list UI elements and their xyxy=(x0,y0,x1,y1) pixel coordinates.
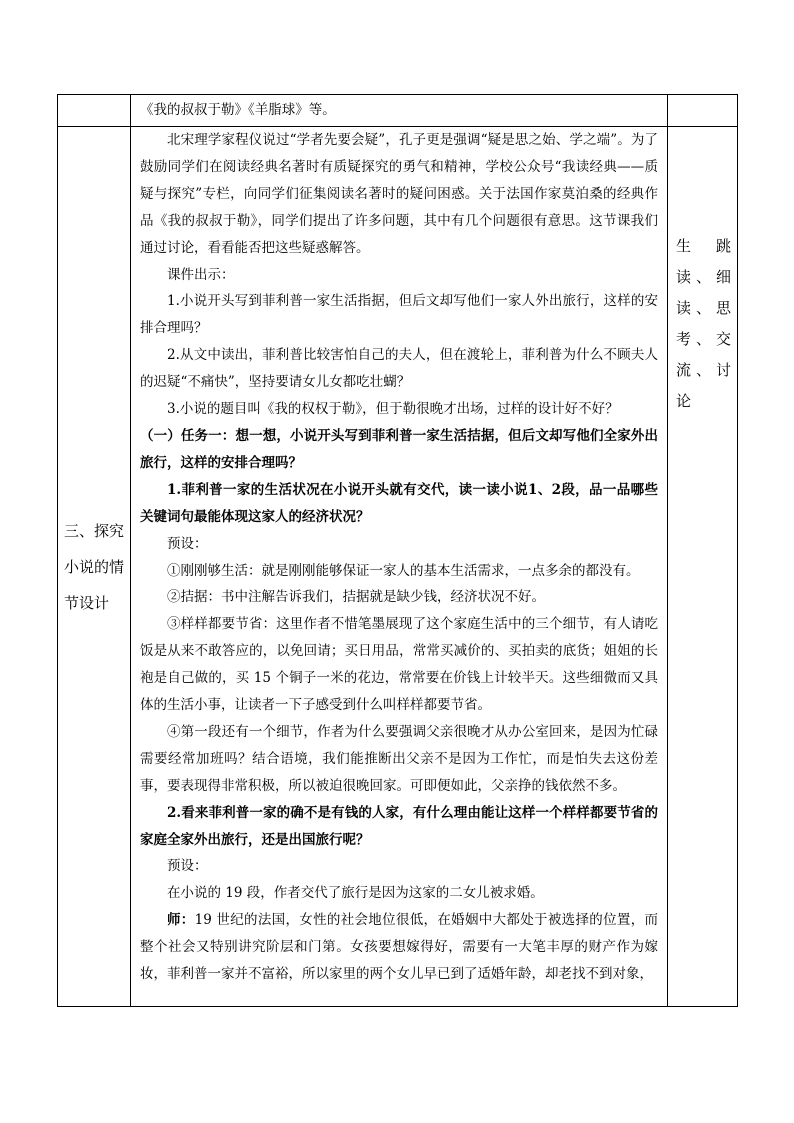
content-paragraph: 师：19 世纪的法国，女性的社会地位很低，在婚姻中大都处于被选择的位置，而整个社会又特别讲究阶层和门第。女孩要想嫁得好，需要有一大笔丰厚的财产作为嫁妆，菲利普一家并不富裕，所以家里的两个女儿早已到了适婚年龄，却老找不到对象， xyxy=(140,912,659,983)
content-paragraph: ①刚刚够生活：就是刚刚能够保证一家人的基本生活需求，一点多余的都没有。 xyxy=(167,562,640,579)
section-cell-empty xyxy=(58,95,131,127)
activity-cell-empty xyxy=(668,95,738,127)
content-paragraph: 1.小说开头写到菲利普一家生活指据，但后文却写他们一家人外出旅行，这样的安排合理吗？ xyxy=(140,293,658,337)
content-paragraph: ②拮据：书中注解告诉我们，拮据就是缺少钱，经济状况不好。 xyxy=(167,589,545,606)
content-paragraph: （一）任务一：想一想，小说开头写到菲利普一家生活拮据，但后文却写他们全家外出旅行，这样的安排合理吗？ xyxy=(140,427,658,471)
content-paragraph: 在小说的 19 段，作者交代了旅行是因为这家的二女儿被求婚。 xyxy=(167,885,544,902)
section-cell xyxy=(58,127,131,1007)
content-paragraph: 北宋理学家程仪说过“学者先要会疑”，孔子更是强调“疑是思之始、学之端”。为了鼓励同学们在阅读经典名著时有质疑探究的勇气和精神，学校公众号“我读经典——质疑与探究”专栏，向同学们征集阅读名著时的疑问困惑。关于法国作家莫泊桑的经典作品《我的叔叔于勒》，同学们提出了许多问题，其中有几个问题很有意思。这节课我们通过讨论，看看能否把这些疑惑解答。 xyxy=(140,132,658,256)
content-paragraph: 2.从文中读出，菲利普比较害怕自己的夫人，但在渡轮上，菲利普为什么不顾夫人的迟疑“不痛快”，坚持要请女儿女都吃壮蝴？ xyxy=(140,347,658,391)
table-row xyxy=(58,95,738,127)
student-activity: 生 跳读、细读、思考、交流、讨论 xyxy=(676,237,731,410)
continued-text: 《我的叔叔于勒》《羊脂球》等。 xyxy=(140,102,336,118)
content-paragraph: ④第一段还有一个细节，作者为什么要强调父亲很晚才从办公室回来，是因为忙碌需要经常加班吗？结合语境，我们能推断出父亲不是因为工作忙，而是怕失去这份差事，要表现得非常积极，所以被迫很晚回家。可即便如此，父亲挣的钱依然不多。 xyxy=(140,723,658,794)
content-cell xyxy=(131,95,668,127)
content-paragraph: 1.菲利普一家的生活状况在小说开头就有交代，读一读小说1、2段，品一品哪些关键词句最能体现这家人的经济状况？ xyxy=(140,481,658,525)
content-paragraph: 预设： xyxy=(167,535,208,552)
section-title: 三、探究小说的情节设计 xyxy=(64,521,125,612)
activity-cell xyxy=(668,127,738,1007)
teacher-label: 师： xyxy=(167,912,195,929)
table-row xyxy=(58,127,738,1007)
content-paragraph: 2.看来菲利普一家的确不是有钱的人家，有什么理由能让这样一个样样都要节省的家庭全家外出旅行，还是出国旅行呢？ xyxy=(140,804,658,848)
lesson-content xyxy=(131,127,667,988)
content-paragraph: 预设： xyxy=(167,858,208,875)
content-paragraph: 3.小说的题目叫《我的权权于勒》，但于勒很晚才出场，过样的设计好不好？ xyxy=(167,401,619,418)
lesson-plan-table xyxy=(57,94,738,1007)
content-paragraph: ③样样都要节省：这里作者不惜笔墨展现了这个家庭生活中的三个细节，有人请吃饭是从来不敢答应的，以免回请；买日用品，常常买减价的、买拍卖的底货；姐姐的长袍是自己做的，买 15 个铜子一米的花边，常常要在价钱上计较半天。这些细微而又具体的生活小事，让读者一下子感受到什么叫样样都要节省。 xyxy=(140,616,658,714)
content-paragraph: 课件出示： xyxy=(167,266,235,283)
content-cell xyxy=(131,127,668,1007)
